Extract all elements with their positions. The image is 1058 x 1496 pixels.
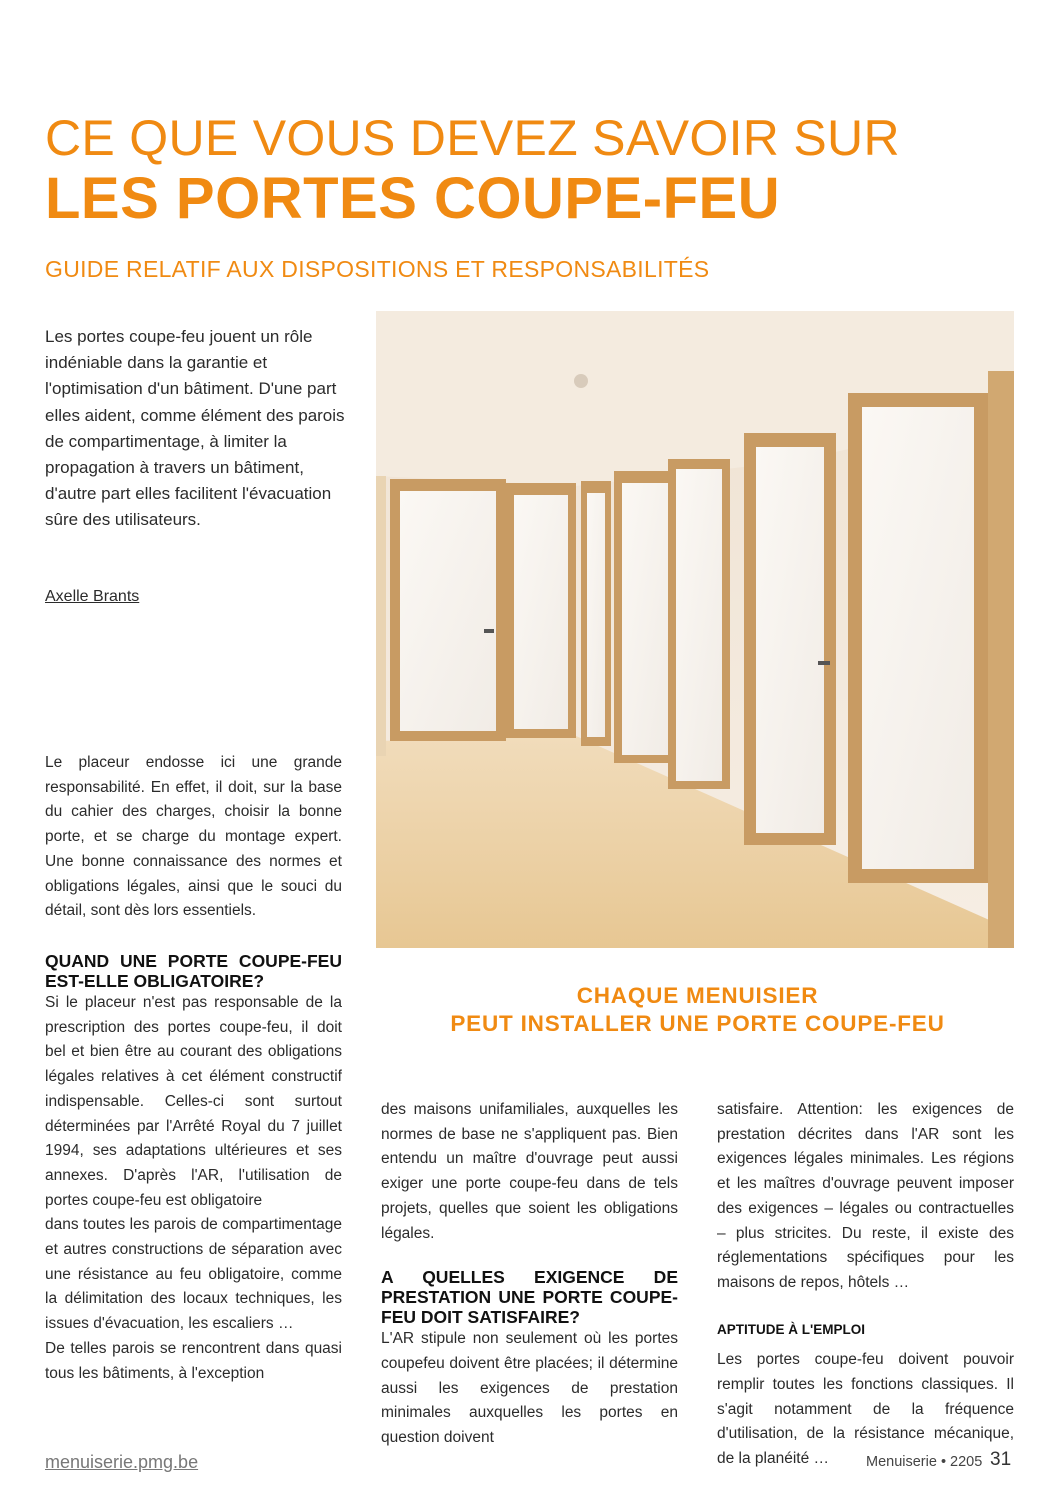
intro-paragraph: Les portes coupe-feu jouent un rôle indéniable dans la garantie et l'optimisation d'un bâtiment. D'une part elles aident, comme élément des parois de compartimentage, à limiter la propagation à travers un bâtiment, d'autre part elles facilitent l'évacuation sûre des utilisateurs. [45,327,345,530]
column-2 [381,1098,678,1451]
fire-doors-photo [376,311,1014,948]
author-name: Axelle Brants [45,588,140,605]
paragraph-quand-2: dans toutes les parois de compartimentage et autres constructions de séparation avec une résistance au feu obligatoire, comme la délimitation des locaux techniques, les issues d'évacuation, les escaliers … [45,1216,342,1333]
heading-aptitude: APTITUDE À L'EMPLOI [717,1321,865,1337]
paragraph-exigence: L'AR stipule non seulement où les portes coupefeu doivent être placées; il détermine aussi les exigences de prestation minimales auxquelles les portes en question doivent [381,1330,678,1447]
paragraph-col2: des maisons unifamiliales, auxquelles les normes de base ne s'appliquent pas. Bien entendu un maître d'ouvrage peut aussi exiger une porte coupe-feu dans de tels projets, quelles que soient les obligations légales. [381,1101,678,1242]
pull-quote-line-2: PEUT INSTALLER UNE PORTE COUPE-FEU [450,1011,945,1036]
column-1-top [45,751,342,924]
paragraph-placeur: Le placeur endosse ici une grande responsabilité. En effet, il doit, sur la base du cahier des charges, choisir la bonne porte, et se charge du montage expert. Une bonne connaissance des normes et obligations légales, ainsi que le souci du détail, sont dès lors essentiels. [45,754,342,920]
heading-exigence: A QUELLES EXIGENCE DE PRESTATION UNE PORTE COUPE-FEU DOIT SATISFAIRE? [381,1267,678,1328]
footer-website-link[interactable]: menuiserie.pmg.be [45,1452,199,1472]
paragraph-aptitude: Les portes coupe-feu doivent pouvoir remplir toutes les fonctions classiques. Il s'agit notamment de la fréquence d'utilisation, de la résistance mécanique, de la planéité … [717,1351,1014,1468]
paragraph-quand-1: Si le placeur n'est pas responsable de la prescription des portes coupe-feu, il doit bel et bien être au courant des obligations légales relatives à cet élément constructif indispensable. Celles-ci sont surtout déterminées par l'Arrêté Royal du 7 juillet 1994, ses adaptations ultérieures et ses annexes. D'après l'AR, l'utilisation de portes coupe-feu est obligatoire [45,994,342,1209]
column-1-bottom [45,951,342,1386]
subtitle: GUIDE RELATIF AUX DISPOSITIONS ET RESPONSABILITÉS [45,256,710,282]
fire-doors-illustration [376,311,1014,948]
pull-quote-line-1: CHAQUE MENUISIER [576,983,819,1008]
column-3 [717,1098,1014,1472]
footer-magazine-issue: Menuiserie • 2205 [866,1454,983,1470]
page-number: 31 [990,1449,1012,1470]
heading-quand: QUAND UNE PORTE COUPE-FEU EST-ELLE OBLIGATOIRE? [45,951,342,991]
paragraph-quand-3: De telles parois se rencontrent dans quasi tous les bâtiments, à l'exception [45,1339,342,1382]
title-line-1: CE QUE VOUS DEVEZ SAVOIR SUR [45,110,900,166]
title-line-2: LES PORTES COUPE-FEU [45,166,781,231]
paragraph-col3: satisfaire. Attention: les exigences de prestation décrites dans l'AR sont les exigences légales minimales. Les régions et les maîtres d'ouvrage peuvent imposer des exigences – légales ou contractuelles – plus stricites. Du reste, il existe des réglementations spécifiques pour les maisons de repos, hôtels … [717,1101,1014,1291]
pull-quote [381,982,1014,1038]
